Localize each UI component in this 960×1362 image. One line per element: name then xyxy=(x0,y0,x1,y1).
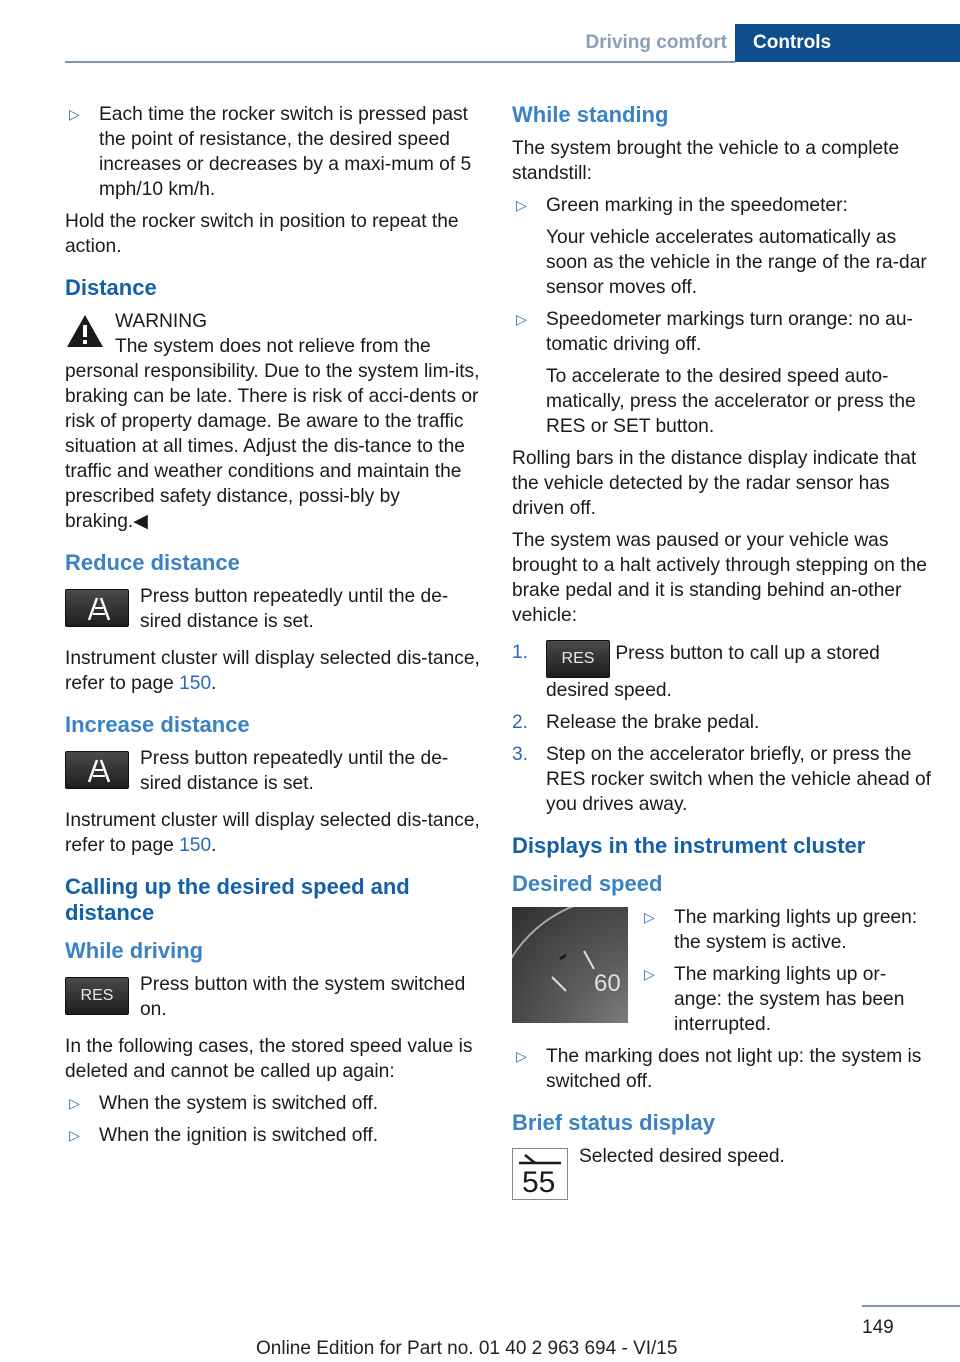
footer-rule xyxy=(862,1305,960,1307)
warning-triangle-icon xyxy=(65,313,105,349)
step-number: 1. xyxy=(512,642,529,663)
list-item xyxy=(65,1123,485,1148)
list-item-text: Each time the rocker switch is pressed past the point of resistance, the desired speed increases or decreases by a maxi-mum of 5 mph/10 km/h. xyxy=(99,104,472,200)
while-driving-row xyxy=(65,972,485,1022)
distance-button-icon xyxy=(65,751,129,789)
brief-status-row xyxy=(512,1144,932,1204)
step-number: 3. xyxy=(512,744,529,765)
triangle-bullet-icon: ▷ xyxy=(644,909,655,925)
footer-edition: Online Edition for Part no. 01 40 2 963 694 - VI/15 xyxy=(256,1338,678,1359)
paragraph: Hold the rocker switch in position to repeat the action. xyxy=(65,211,459,257)
list-item xyxy=(512,1044,932,1094)
page-header xyxy=(0,24,960,64)
paragraph: The system was paused or your vehicle was brought to a halt actively through stepping on the brake pedal and it is standing behind an-other vehicle: xyxy=(512,530,927,626)
brief-status-icon xyxy=(512,1148,568,1200)
paragraph-text: Instrument cluster will display selected dis-tance, refer to page xyxy=(65,810,480,856)
list-item xyxy=(640,905,932,955)
list-item xyxy=(65,1091,485,1116)
heading-desired-speed: Desired speed xyxy=(512,871,663,896)
list-item-text: When the system is switched off. xyxy=(99,1093,379,1114)
driving-text: Press button with the system switched on. xyxy=(140,974,466,1020)
brief-status-number: 55 xyxy=(522,1166,556,1199)
heading-brief-status: Brief status display xyxy=(512,1110,715,1135)
res-button-icon: RES xyxy=(65,977,129,1015)
increase-text: Press button repeatedly until the de-sired distance is set. xyxy=(140,748,449,794)
list-item xyxy=(640,962,932,1037)
distance-button-icon xyxy=(65,589,129,627)
paragraph: The system brought the vehicle to a complete standstill: xyxy=(512,138,900,184)
list-item xyxy=(512,307,932,439)
reduce-distance-row xyxy=(65,584,485,634)
triangle-bullet-icon: ▷ xyxy=(516,197,527,213)
page-number: 149 xyxy=(862,1317,894,1338)
triangle-bullet-icon: ▷ xyxy=(69,106,80,122)
triangle-bullet-icon: ▷ xyxy=(69,1127,80,1143)
brief-status-text: Selected desired speed. xyxy=(579,1146,785,1167)
step-item xyxy=(512,640,932,703)
page-link[interactable]: 150 xyxy=(179,673,212,694)
increase-distance-row xyxy=(65,746,485,796)
heading-while-standing: While standing xyxy=(512,102,669,127)
triangle-bullet-icon: ▷ xyxy=(516,1048,527,1064)
header-rule xyxy=(65,61,735,63)
triangle-bullet-icon: ▷ xyxy=(516,311,527,327)
desired-speed-block xyxy=(512,905,932,1037)
step-text: Press button to call up a stored desired speed. xyxy=(546,643,880,701)
heading-displays: Displays in the instrument cluster xyxy=(512,833,866,858)
left-column xyxy=(65,102,485,1155)
paragraph: In the following cases, the stored speed value is deleted and cannot be called up again: xyxy=(65,1036,473,1082)
chapter-tab: Controls xyxy=(735,24,960,62)
heading-distance: Distance xyxy=(65,275,157,300)
speedometer-dial-icon xyxy=(512,907,628,1023)
step-item xyxy=(512,742,932,817)
speedometer-image xyxy=(512,907,628,1023)
list-item xyxy=(512,193,932,300)
paragraph-text: Instrument cluster will display selected dis-tance, refer to page xyxy=(65,648,480,694)
paragraph: Instrument cluster will display selected dis-tance, refer to page 150. xyxy=(65,648,480,694)
list-item-subtext: Your vehicle accelerates automatically as soon as the vehicle in the range of the ra-dar sensor moves off. xyxy=(546,227,927,298)
step-text: Release the brake pedal. xyxy=(546,712,760,733)
reduce-text: Press button repeatedly until the de-sired distance is set. xyxy=(140,586,449,632)
step-item xyxy=(512,710,932,735)
heading-increase-distance: Increase distance xyxy=(65,712,250,737)
list-item-text: Green marking in the speedometer: xyxy=(546,195,848,216)
warning-title: WARNING xyxy=(115,311,208,332)
step-text: Step on the accelerator briefly, or press the RES rocker switch when the vehicle ahead of you drives away. xyxy=(546,744,932,815)
triangle-bullet-icon: ▷ xyxy=(69,1095,80,1111)
heading-while-driving: While driving xyxy=(65,938,204,963)
warning-block xyxy=(65,309,485,534)
list-item-text: Speedometer markings turn orange: no au-tomatic driving off. xyxy=(546,309,913,355)
list-item-subtext: To accelerate to the desired speed auto-matically, press the accelerator or press the RES or SET button. xyxy=(546,366,916,437)
section-title: Driving comfort xyxy=(585,32,727,53)
list-item-text: The marking lights up green: the system is active. xyxy=(674,907,918,953)
step-number: 2. xyxy=(512,712,529,733)
list-item-text: The marking does not light up: the system is switched off. xyxy=(546,1046,922,1092)
speedometer-number: 60 xyxy=(594,970,621,997)
triangle-bullet-icon: ▷ xyxy=(644,966,655,982)
list-item-text: The marking lights up or-ange: the system has been interrupted. xyxy=(674,964,905,1035)
paragraph: Instrument cluster will display selected dis-tance, refer to page 150. xyxy=(65,810,480,856)
list-item xyxy=(65,102,485,202)
res-button-icon: RES xyxy=(546,640,610,678)
list-item-text: When the ignition is switched off. xyxy=(99,1125,379,1146)
warning-text: The system does not relieve from the personal responsibility. Due to the system lim-its, braking can be late. There is risk of acci-dents or risk of property damage. Be aware to the traffic situation at all times. Adjust the dis-tance to the traffic and weather conditions and maintain the prescribed safety distance, possi-bly by braking.◀ xyxy=(65,336,480,532)
paragraph: Rolling bars in the distance display indicate that the vehicle detected by the radar sensor has driven off. xyxy=(512,448,917,519)
heading-calling-up: Calling up the desired speed and distance xyxy=(65,874,410,925)
page-link[interactable]: 150 xyxy=(179,835,212,856)
heading-reduce-distance: Reduce distance xyxy=(65,550,240,575)
right-column xyxy=(512,102,932,1204)
